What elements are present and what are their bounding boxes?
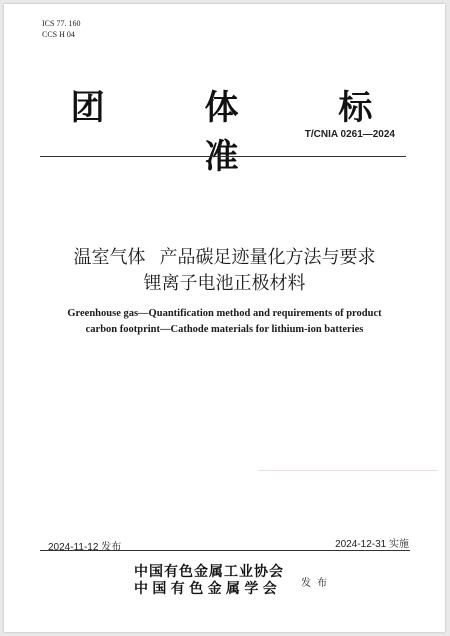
ccs-code: CCS H 04 — [42, 30, 75, 39]
english-title-line-1: Greenhouse gas—Quantification method and requirements of product — [67, 308, 382, 319]
classification-codes — [42, 18, 80, 40]
implement-date: 2024-12-31 实施 — [335, 539, 409, 550]
chinese-title-main: 产品碳足迹量化方法与要求 — [159, 247, 376, 268]
footer-divider — [40, 550, 410, 551]
header-divider — [40, 156, 406, 157]
issuing-organizations — [134, 564, 284, 598]
chinese-title-prefix: 温室气体 — [73, 247, 146, 268]
document-cover-page — [4, 4, 445, 632]
standard-number: T/CNIA 0261—2024 — [304, 129, 395, 140]
english-title-line-2: carbon footprint—Cathode materials for lithium-ion batteries — [85, 324, 364, 335]
issue-verb: 发布 — [301, 578, 333, 589]
faint-scan-line — [258, 470, 438, 471]
publish-date: 2024-11-12 发布 — [48, 542, 122, 553]
standard-type-title: 团 体 标 准 — [70, 88, 417, 177]
issuer-org-1: 中国有色金属工业协会 — [134, 564, 284, 580]
english-title — [4, 306, 445, 338]
chinese-title-line-2: 锂离子电池正极材料 — [143, 273, 306, 294]
ics-code: ICS 77. 160 — [42, 19, 81, 28]
issuer-org-2: 中国有色金属学会 — [134, 581, 282, 597]
chinese-title-line-1 — [4, 245, 445, 271]
chinese-title — [4, 245, 445, 297]
